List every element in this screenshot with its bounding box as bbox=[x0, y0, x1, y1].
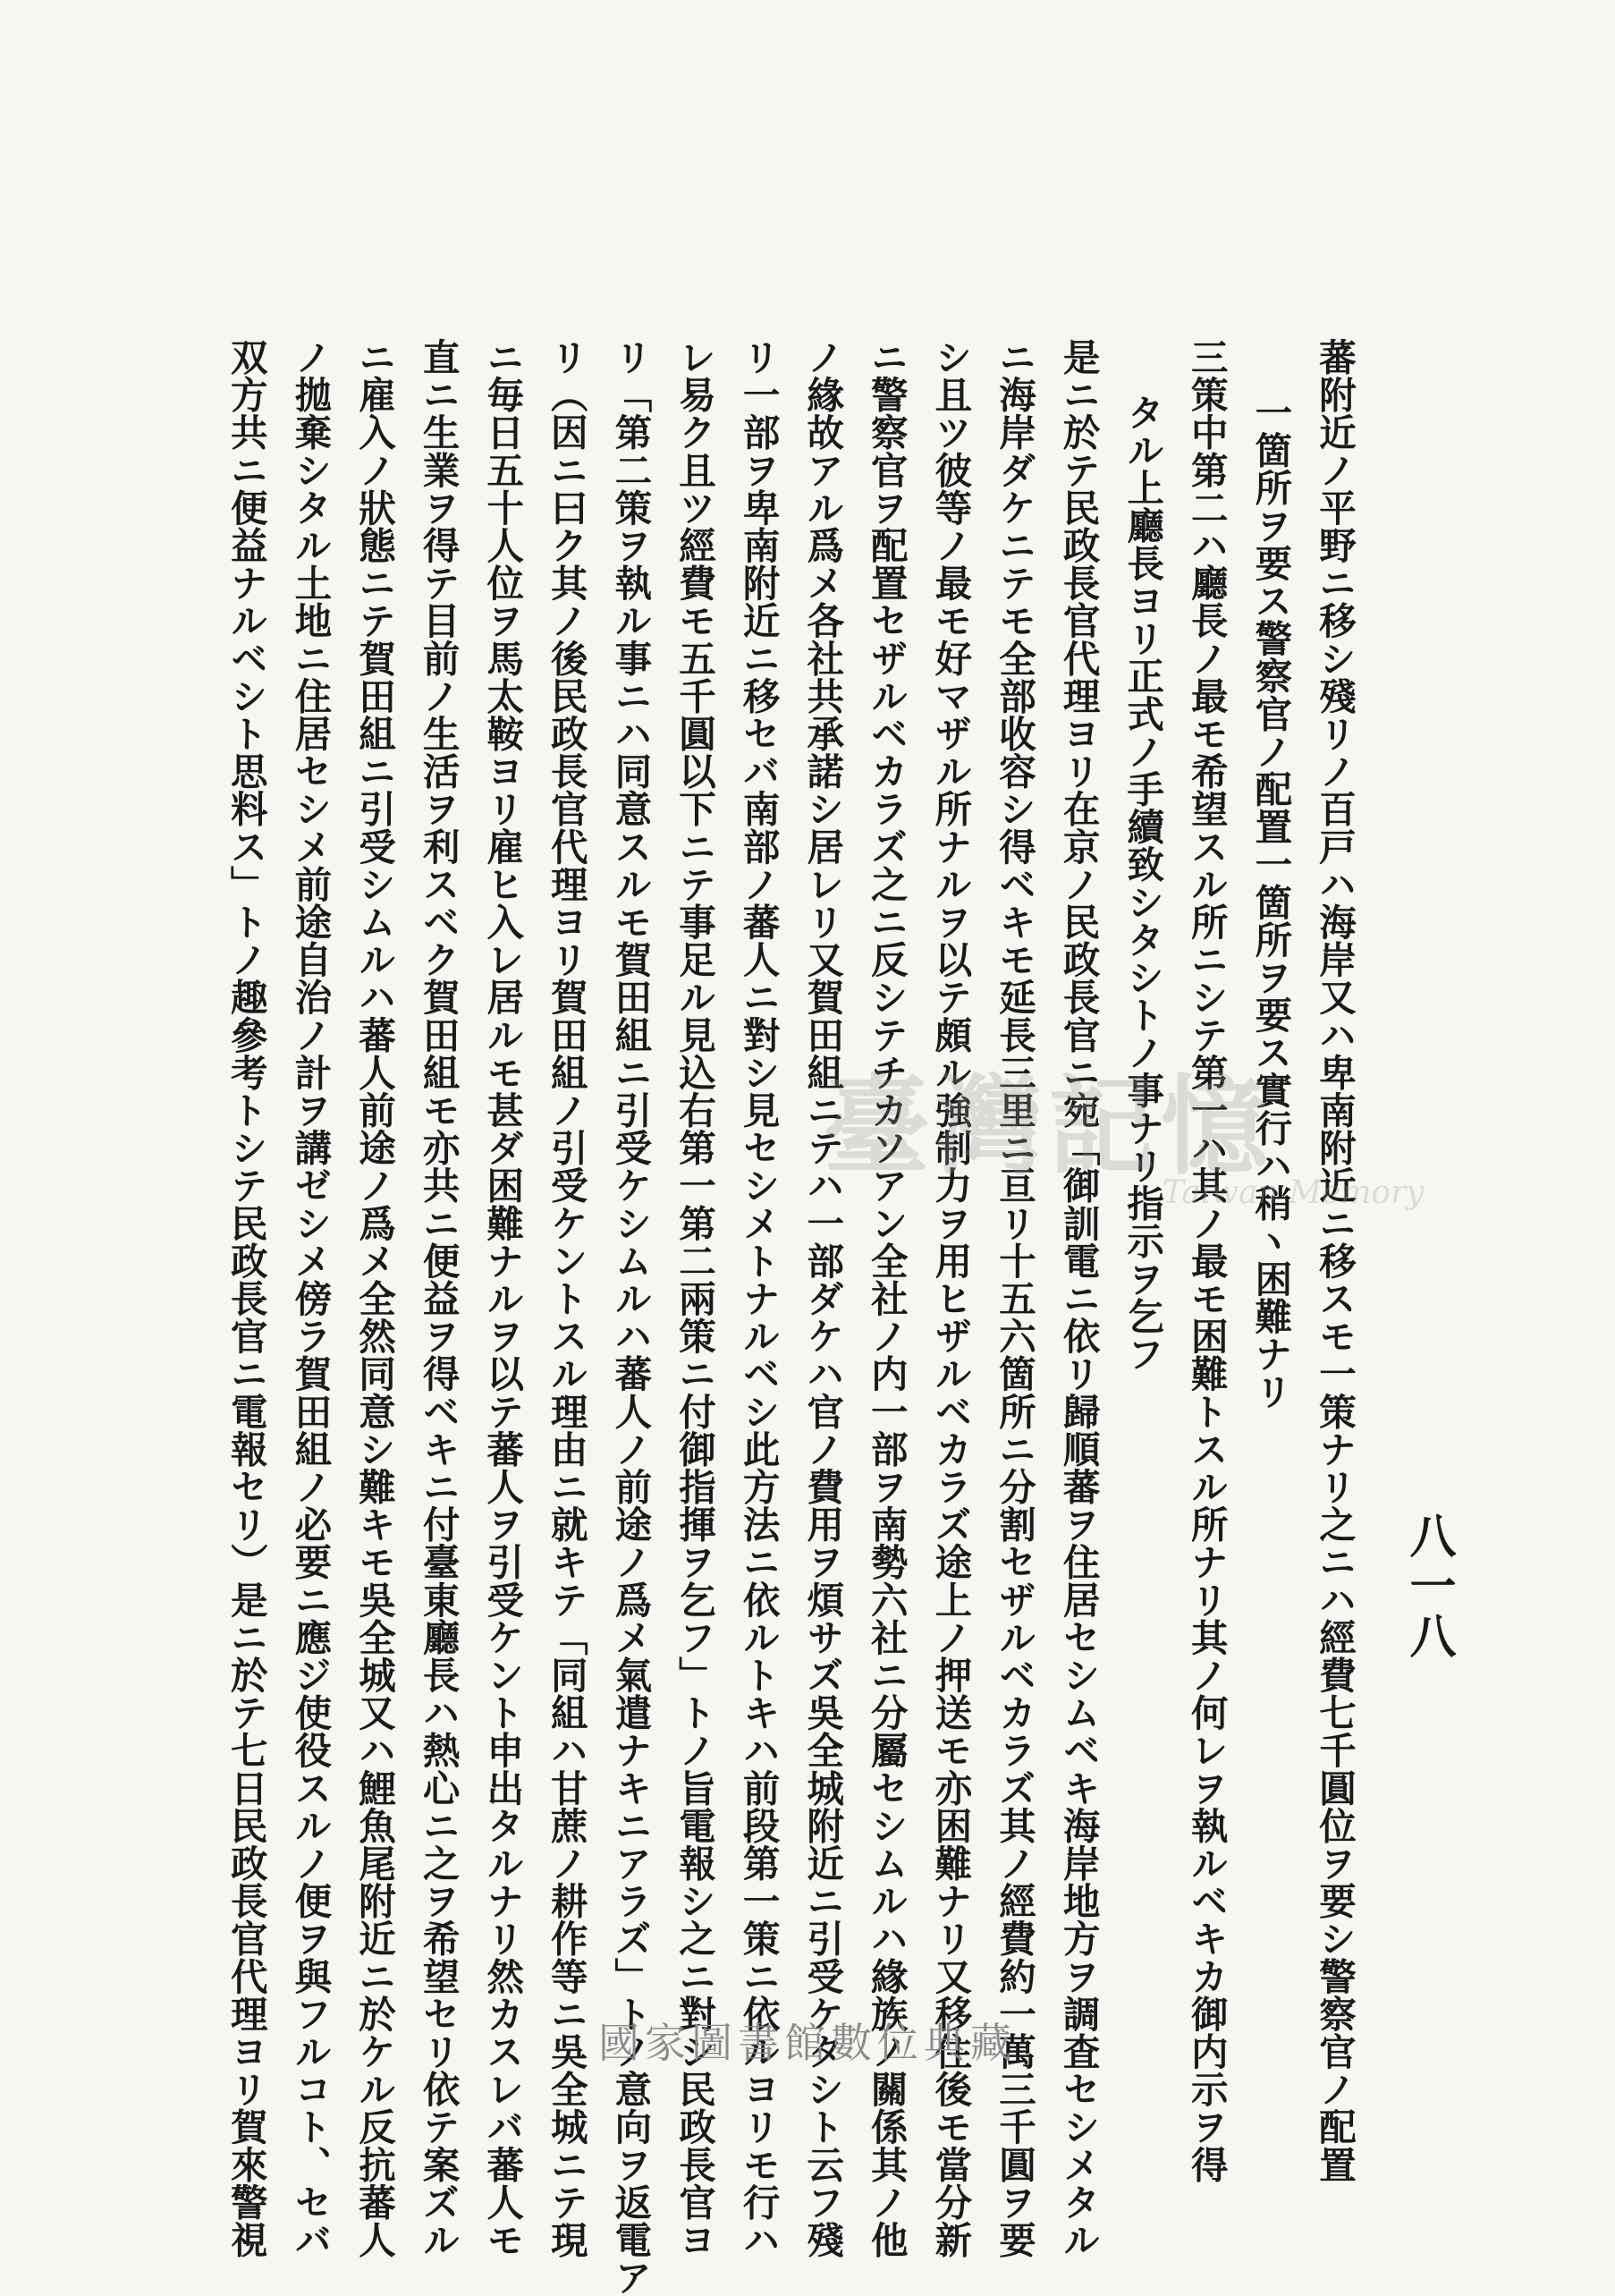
text-column: 是ニ於テ民政長官代理ヨリ在京ノ民政長官ニ宛「御訓電ニ依リ歸順蕃ヲ住居セシムベキ海岸地方ヲ調査セシメタル bbox=[1056, 338, 1101, 2259]
text-column: リ一部ヲ卑南附近ニ移セバ南部ノ蕃人ニ對シ見セシメトナルベシ此方法ニ依ルトキハ前段第一策ニ依ルヨリモ行ハ bbox=[736, 338, 781, 2259]
text-column: 直ニ生業ヲ得テ目前ノ生活ヲ利スベク賀田組モ亦共ニ便益ヲ得ベキニ付臺東廳長ハ熱心ニ之ヲ希望セリ依テ案ズル bbox=[416, 338, 461, 2259]
page-number: 八一八 bbox=[1401, 1512, 1456, 1662]
text-column: タル上廳長ヨリ正式ノ手續致シタシトノ事ナリ指示ヲ乞フ bbox=[1120, 394, 1165, 1373]
text-column: リ（因ニ曰ク其ノ後民政長官代理ヨリ賀田組ノ引受ケントスル理由ニ就キテ「同組ハ甘蔗ノ耕作等ニ吳全城ニテ現 bbox=[544, 338, 588, 2259]
text-column: レ易ク且ツ經費モ五千圓以下ニテ事足ル見込右第一第二兩策ニ付御指揮ヲ乞フ」トノ旨電報シ之ニ對シ民政長官ヨ bbox=[672, 338, 716, 2259]
text-columns bbox=[215, 0, 1359, 2296]
text-column: ニ警察官ヲ配置セザルベカラズ之ニ反シテチカソアン全社ノ内一部ヲ南勢六社ニ分屬セシムルハ緣族ノ關係其ノ他 bbox=[864, 338, 909, 2259]
watermark-english: Taiwan Memory bbox=[1163, 1174, 1425, 1211]
text-column: 蕃附近ノ平野ニ移シ殘リノ百戸ハ海岸又ハ卑南附近ニ移スモ一策ナリ之ニハ經費七千圓位ヲ要シ警察官ノ配置 bbox=[1313, 338, 1357, 2183]
text-column: ニ海岸ダケニテモ全部收容シ得ベキモ延長三里ニ亘リ十五六箇所ニ分割セザルベカラズ其ノ經費約一萬三千圓ヲ要 bbox=[993, 338, 1036, 2259]
watermark-chinese: 臺灣記憶 bbox=[823, 1063, 1273, 1190]
text-column: 三策中第二ハ廳長ノ最モ希望スル所ニシテ第一ハ其ノ最モ困難トスル所ナリ其ノ何レヲ執ルベキカ御内示ヲ得 bbox=[1184, 338, 1229, 2183]
text-column: 一箇所ヲ要ス警察官ノ配置一箇所ヲ要ス實行ハ稍ヽ困難ナリ bbox=[1248, 394, 1293, 1411]
text-column: ニ毎日五十人位ヲ馬太鞍ヨリ雇ヒ入レ居ルモ甚ダ困難ナルヲ以テ蕃人ヲ引受ケント申出タルナリ然カスレバ蕃人モ bbox=[480, 338, 525, 2259]
text-column: ノ緣故アル爲メ各社共承諾シ居レリ又賀田組ニテハ一部ダケハ官ノ費用ヲ煩サズ吳全城附近ニ引受ケタシト云フ殘 bbox=[800, 338, 845, 2259]
text-column: ニ雇入ノ狀態ニテ賀田組ニ引受シムルハ蕃人前途ノ爲メ全然同意シ難キモ吳全城又ハ鯉魚尾附近ニ於ケル反抗蕃人 bbox=[352, 338, 396, 2259]
footer-archive-label: 國家圖書館數位典藏 bbox=[598, 2019, 1017, 2067]
text-column: ノ拋棄シタル土地ニ住居セシメ前途自治ノ計ヲ講ゼシメ傍ラ賀田組ノ必要ニ應ジ使役スルノ便ヲ與フルコト、セバ bbox=[288, 338, 333, 2259]
text-column: シ且ツ彼等ノ最モ好マザル所ナルヲ以テ頗ル強制力ヲ用ヒザルベカラズ途上ノ押送モ亦困難ナリ又移住後モ當分新 bbox=[928, 338, 973, 2259]
text-column: 双方共ニ便益ナルベシト思料ス」トノ趣參考トシテ民政長官ニ電報セリ）是ニ於テ七日民政長官代理ヨリ賀來警視 bbox=[224, 338, 268, 2259]
text-column: リ「第二策ヲ執ル事ニハ同意スルモ賀田組ニ引受ケシムルハ蕃人ノ前途ノ爲メ氣遣ナキニアラズ」トノ意向ヲ返電ア bbox=[608, 338, 653, 2296]
